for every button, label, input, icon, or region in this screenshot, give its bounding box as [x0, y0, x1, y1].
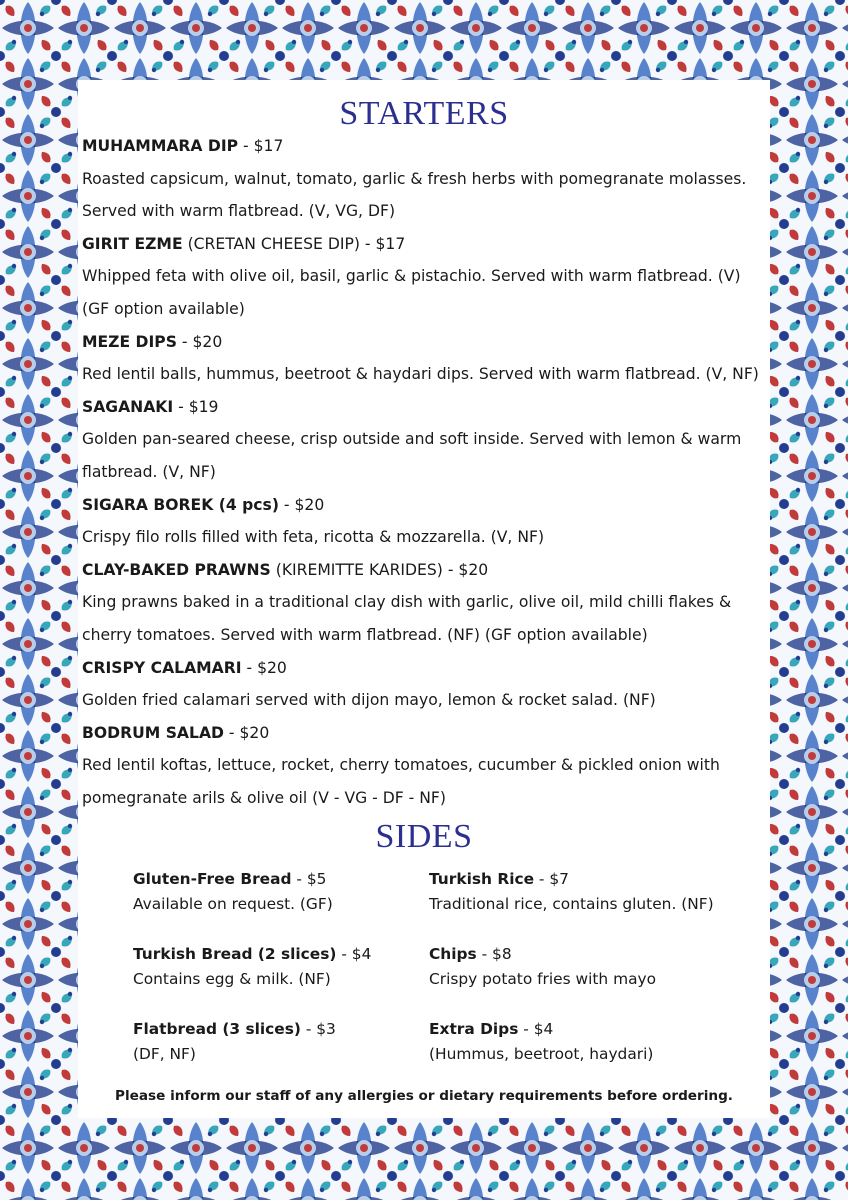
side-item-name: Gluten-Free Bread [133, 870, 292, 888]
side-item-description: (Hummus, beetroot, haydari) [429, 1045, 654, 1063]
menu-panel [78, 80, 770, 1118]
menu-item-price: - $20 [223, 723, 270, 742]
side-item [133, 1017, 433, 1067]
menu-item-description: Red lentil balls, hummus, beetroot & haydari dips. Served with warm flatbread. (V, NF) [82, 365, 759, 384]
menu-item-description: Golden fried calamari served with dijon mayo, lemon & rocket salad. (NF) [82, 691, 656, 710]
side-item-heading [429, 942, 729, 967]
menu-item-description: Served with warm flatbread. (V, VG, DF) [82, 202, 396, 221]
menu-item [82, 489, 782, 554]
side-item-description: (DF, NF) [133, 1045, 196, 1063]
menu-item-name: GIRIT EZME [82, 234, 183, 253]
menu-item-price: - $20 [241, 658, 287, 677]
menu-item-heading [82, 326, 782, 359]
side-item [133, 867, 433, 917]
menu-item-description: Golden pan-seared cheese, crisp outside and soft inside. Served with lemon & warm [82, 430, 742, 449]
menu-item-name: SIGARA BOREK (4 pcs) [82, 495, 279, 514]
menu-item-name: MEZE DIPS [82, 332, 177, 351]
side-item-price: - $5 [291, 870, 327, 888]
menu-item-heading [82, 717, 782, 750]
menu-item-price: - $17 [359, 234, 406, 253]
side-item-description: Crispy potato fries with mayo [429, 970, 657, 988]
menu-item-heading [82, 489, 782, 522]
side-item-heading [429, 867, 729, 892]
menu-item-description: Red lentil koftas, lettuce, rocket, cherry tomatoes, cucumber & pickled onion with [82, 756, 720, 775]
menu-item-description: Whipped feta with olive oil, basil, garlic & pistachio. Served with warm flatbread. (V) [82, 267, 741, 286]
side-item [429, 1017, 729, 1067]
menu-item-price: - $19 [173, 397, 219, 416]
side-item-price: - $4 [336, 945, 372, 963]
side-item-name: Flatbread (3 slices) [133, 1020, 301, 1038]
menu-item-name: MUHAMMARA DIP [82, 137, 239, 155]
menu-item-description: pomegranate arils & olive oil (V - VG - DF - NF) [82, 788, 446, 807]
menu-item-price: - $17 [238, 137, 284, 155]
side-item-heading [133, 867, 433, 892]
menu-item-name: BODRUM SALAD [82, 723, 224, 742]
menu-item-description: Crispy filo rolls filled with feta, ricotta & mozzarella. (V, NF) [82, 528, 545, 547]
menu-item [82, 228, 782, 326]
starters-list [82, 130, 782, 814]
menu-item-name: CLAY-BAKED PRAWNS [82, 560, 271, 579]
side-item-heading [133, 1017, 433, 1042]
menu-item-description: cherry tomatoes. Served with warm flatbread. (NF) (GF option available) [82, 625, 648, 644]
menu-item-heading [82, 652, 782, 685]
side-item-name: Turkish Rice [429, 870, 535, 888]
sides-title: SIDES [375, 818, 473, 855]
menu-item-description: Roasted capsicum, walnut, tomato, garlic & fresh herbs with pomegranate molasses. [82, 169, 747, 188]
side-item [429, 942, 729, 992]
menu-item-heading [82, 130, 782, 163]
menu-item-description: King prawns baked in a traditional clay dish with garlic, olive oil, mild chilli flakes & [82, 593, 732, 612]
side-item-heading [429, 1017, 729, 1042]
menu-item-name: SAGANAKI [82, 397, 174, 416]
menu-item-price: - $20 [176, 332, 223, 351]
side-item [429, 867, 729, 917]
menu-item [82, 130, 782, 228]
side-item [133, 942, 433, 992]
side-item-name: Extra Dips [429, 1020, 519, 1038]
allergy-note: Please inform our staff of any allergies or dietary requirements before ordering. [115, 1088, 733, 1104]
menu-item-name: CRISPY CALAMARI [82, 658, 242, 677]
side-item-price: - $4 [518, 1020, 554, 1038]
starters-title: STARTERS [339, 95, 509, 132]
menu-item-price: - $20 [442, 560, 489, 579]
menu-item [82, 554, 782, 652]
menu-item-description: (GF option available) [82, 299, 245, 318]
menu-item-subtitle: (CRETAN CHEESE DIP) [182, 234, 360, 253]
menu-item [82, 652, 782, 717]
menu-item-heading [82, 391, 782, 424]
side-item-description: Contains egg & milk. (NF) [133, 970, 331, 988]
side-item-price: - $7 [534, 870, 569, 888]
side-item-heading [133, 942, 433, 967]
side-item-description: Available on request. (GF) [133, 895, 333, 913]
side-item-price: - $3 [300, 1020, 336, 1038]
menu-item [82, 717, 782, 815]
side-item-name: Chips [429, 945, 477, 963]
menu-item [82, 326, 782, 391]
menu-item-heading [82, 554, 782, 587]
menu-item-heading [82, 228, 782, 261]
side-item-price: - $8 [476, 945, 512, 963]
menu-item-price: - $20 [278, 495, 325, 514]
menu-item-description: flatbread. (V, NF) [82, 462, 216, 481]
side-item-name: Turkish Bread (2 slices) [133, 945, 337, 963]
side-item-description: Traditional rice, contains gluten. (NF) [429, 895, 714, 913]
menu-item-subtitle: (KIREMITTE KARIDES) [270, 560, 443, 579]
menu-item [82, 391, 782, 489]
